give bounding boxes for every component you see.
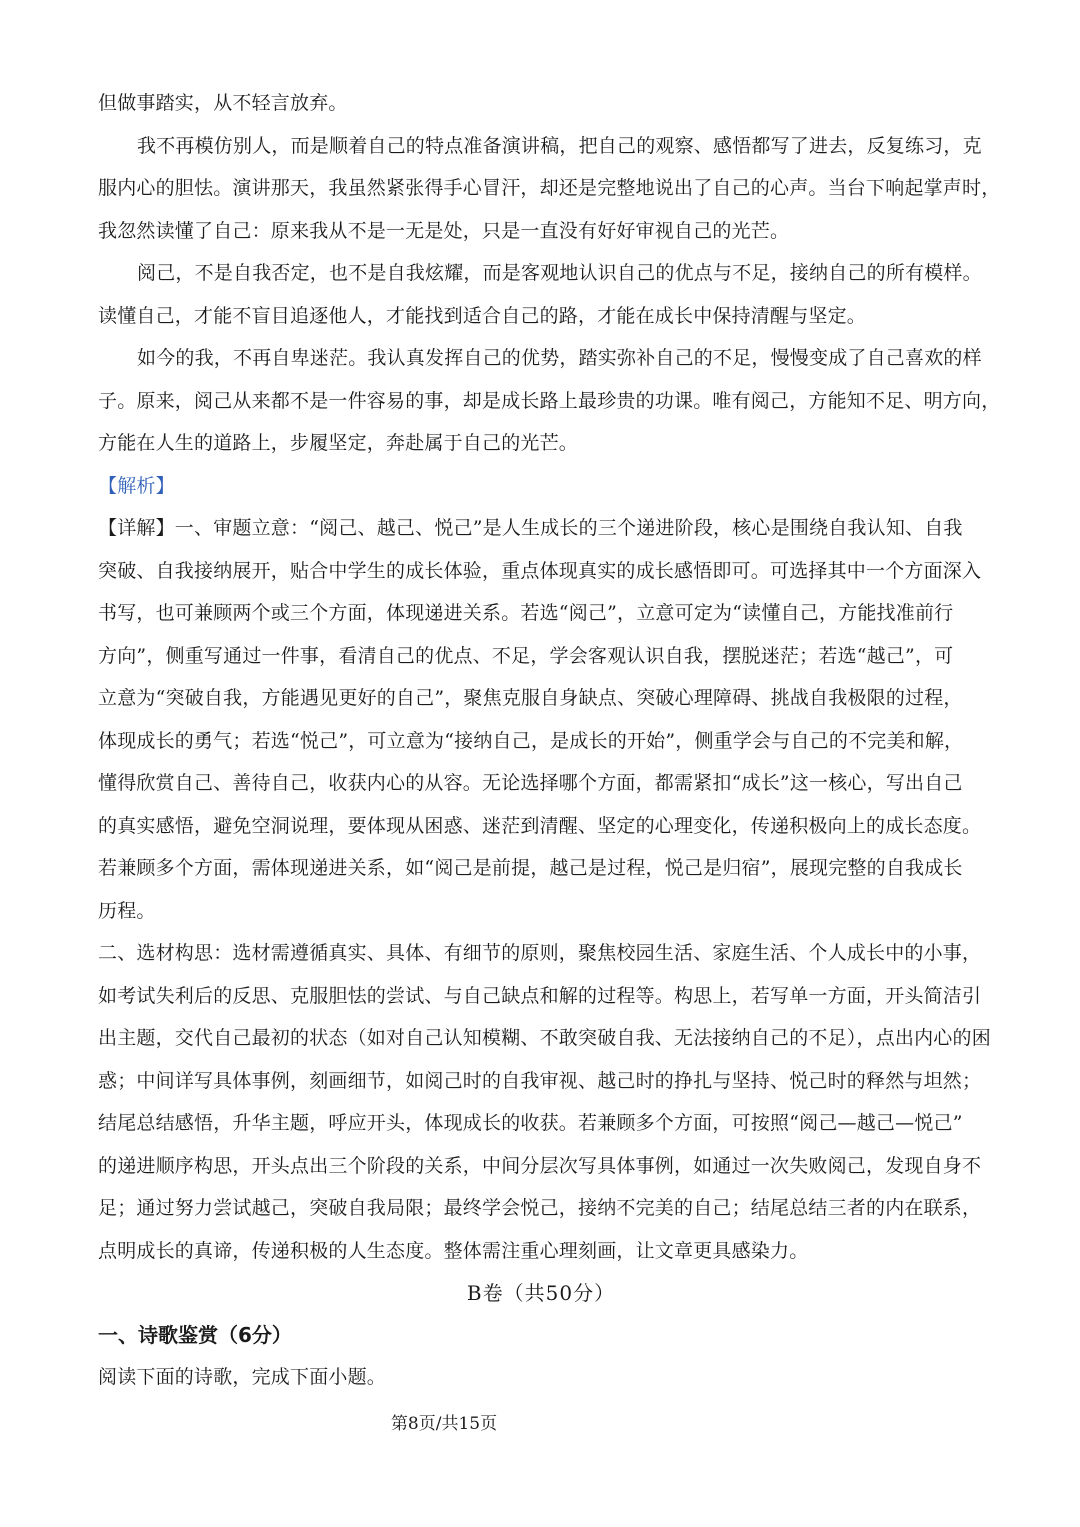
analysis-line: 突破、自我接纳展开，贴合中学生的成长体验，重点体现真实的成长感悟即可。可选择其中一个方面深入: [98, 559, 982, 582]
essay-line: 服内心的胆怯。演讲那天，我虽然紧张得手心冒汗，却还是完整地说出了自己的心声。当台下响起掌声时，: [98, 177, 1001, 199]
essay-line: 我忽然读懂了自己：原来我从不是一无是处，只是一直没有好好审视自己的光芒。: [98, 219, 790, 242]
analysis-line: 立意为“突破自我，方能遇见更好的自己”，聚焦克服自身缺点、突破心理障碍、挑战自我极限的过程，: [98, 687, 963, 709]
analysis-line: 惑；中间详写具体事例，刻画细节，如阅己时的自我审视、越己时的挣扎与坚持、悦己时的释然与坦然；: [98, 1069, 982, 1092]
essay-line: 阅己，不是自我否定，也不是自我炫耀，而是客观地认识自己的优点与不足，接纳自己的所有模样。: [137, 262, 982, 284]
section-b-title: B卷（共50分）: [466, 1281, 616, 1305]
analysis-line: 二、选材构思：选材需遵循真实、具体、有细节的原则，聚焦校园生活、家庭生活、个人成长中的小事，: [98, 942, 982, 964]
essay-line: 读懂自己，才能不盲目追逐他人，才能找到适合自己的路，才能在成长中保持清醒与坚定。: [98, 304, 867, 327]
essay-line: 方能在人生的道路上，步履坚定，奔赴属于自己的光芒。: [98, 432, 579, 454]
essay-line: 如今的我，不再自卑迷茫。我认真发挥自己的优势，踏实弥补自己的不足，慢慢变成了自己喜欢的样: [137, 347, 982, 369]
analysis-line: 结尾总结感悟，升华主题，呼应开头，体现成长的收获。若兼顾多个方面，可按照“阅己—越己—悦己”: [98, 1112, 963, 1134]
analysis-line: 如考试失利后的反思、克服胆怯的尝试、与自己缺点和解的过程等。构思上，若写单一方面，开头简洁引: [98, 984, 982, 1007]
analysis-line: 历程。: [98, 899, 156, 922]
analysis-line: 若兼顾多个方面，需体现递进关系，如“阅己是前提，越己是过程，悦己是归宿”，展现完整的自我成长: [98, 857, 963, 879]
analysis-line: 体现成长的勇气；若选“悦己”，可立意为“接纳自己，是成长的开始”，侧重学会与自己的不完美和解，: [98, 729, 964, 752]
essay-line: 但做事踏实，从不轻言放弃。: [98, 92, 348, 114]
essay-line: 子。原来，阅己从来都不是一件容易的事，却是成长路上最珍贵的功课。唯有阅己，方能知不足、明方向，: [98, 389, 1001, 412]
analysis-line: 懂得欣赏自己、善待自己，收获内心的从容。无论选择哪个方面，都需紧扣“成长”这一核心，写出自己: [98, 772, 963, 794]
analysis-line: 的递进顺序构思，开头点出三个阶段的关系，中间分层次写具体事例，如通过一次失败阅己，发现自身不: [98, 1154, 982, 1177]
section-heading: 一、诗歌鉴赏（6分）: [98, 1323, 292, 1347]
analysis-line: 方向”，侧重写通过一件事，看清自己的优点、不足，学会客观认识自我，摆脱迷茫；若选“越己”，可: [98, 644, 954, 667]
document-page: [98, 82, 1001, 1399]
analysis-line: 点明成长的真谛，传递积极的人生态度。整体需注重心理刻画，让文章更具感染力。: [98, 1239, 809, 1262]
analysis-tag: 【解析】: [98, 474, 175, 497]
instruction-line: 阅读下面的诗歌，完成下面小题。: [98, 1366, 387, 1388]
analysis-line: 的真实感悟，避免空洞说理，要体现从困惑、迷茫到清醒、坚定的心理变化，传递积极向上的成长态度。: [98, 814, 982, 837]
analysis-line: 出主题，交代自己最初的状态（如对自己认知模糊、不敢突破自我、无法接纳自己的不足），点出内心的困: [98, 1027, 991, 1049]
analysis-line: 足；通过努力尝试越己，突破自我局限；最终学会悦己，接纳不完美的自己；结尾总结三者的内在联系，: [98, 1197, 982, 1219]
page-number: 第8页/共15页: [390, 1414, 498, 1434]
analysis-line: 【详解】一、审题立意：“阅己、越己、悦己”是人生成长的三个递进阶段，核心是围绕自我认知、自我: [98, 517, 963, 539]
analysis-line: 书写，也可兼顾两个或三个方面，体现递进关系。若选“阅己”，立意可定为“读懂自己，方能找准前行: [98, 602, 954, 624]
essay-line: 我不再模仿别人，而是顺着自己的特点准备演讲稿，把自己的观察、感悟都写了进去，反复练习，克: [137, 134, 982, 157]
